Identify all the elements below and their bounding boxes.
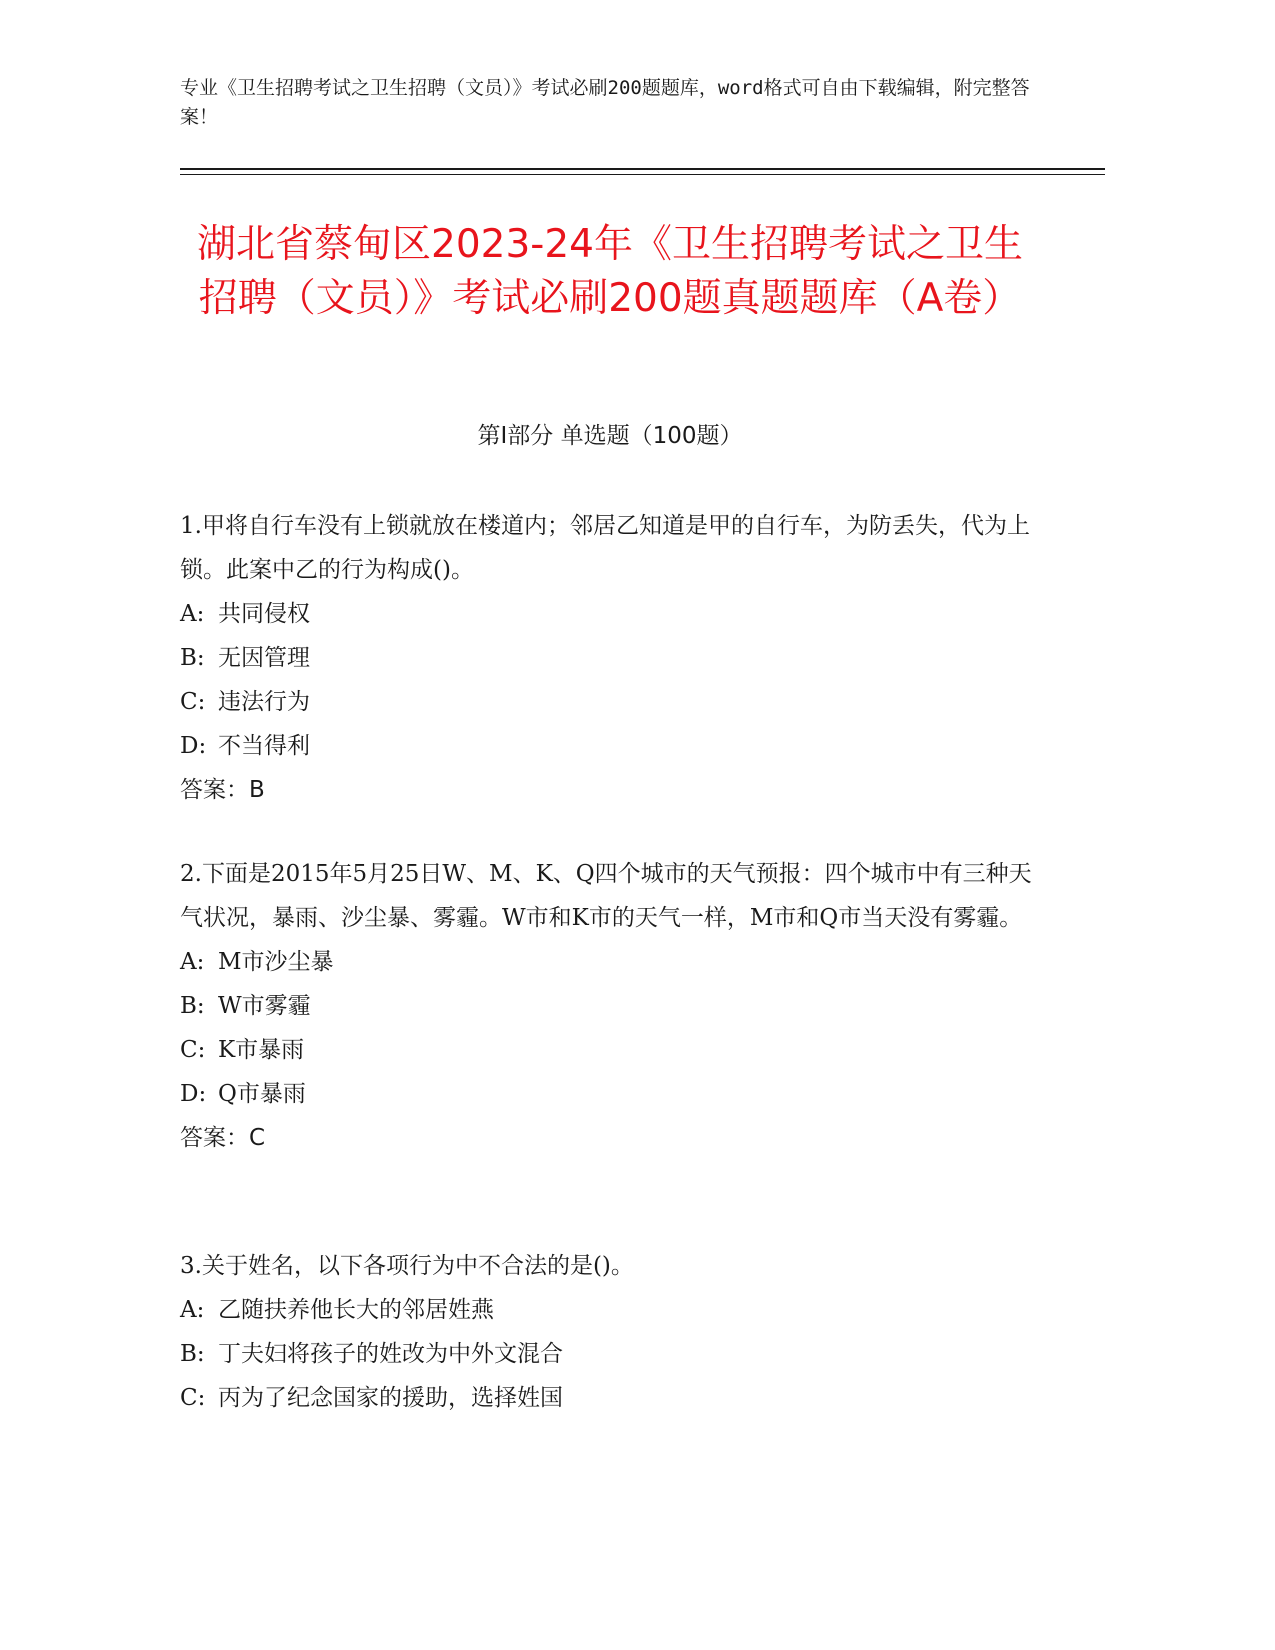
answer-line: 答案：C: [180, 1125, 266, 1151]
option-key: C:: [180, 689, 206, 715]
option-a: [180, 940, 1040, 984]
option-key: C:: [180, 1385, 206, 1411]
question-stem: 1.甲将自行车没有上锁就放在楼道内；邻居乙知道是甲的自行车，为防丢失，代为上锁。此案中乙的行为构成()。: [180, 513, 1030, 583]
option-text: 乙随扶养他长大的邻居姓燕: [218, 1297, 494, 1323]
option-key: B:: [180, 993, 205, 1019]
option-key: A:: [180, 1297, 205, 1323]
option-a: [180, 1288, 1040, 1332]
header-note: 专业《卫生招聘考试之卫生招聘（文员）》考试必刷200题题库，word格式可自由下载编辑，附完整答案！: [180, 77, 1030, 128]
question-stem: 2.下面是2015年5月25日W、M、K、Q四个城市的天气预报：四个城市中有三种天气状况，暴雨、沙尘暴、雾霾。W市和K市的天气一样，M市和Q市当天没有雾霾。: [180, 861, 1032, 931]
option-key: D:: [180, 733, 207, 759]
option-text: W市雾霾: [218, 993, 311, 1019]
option-key: A:: [180, 949, 205, 975]
document-title: 湖北省蔡甸区2023-24年《卫生招聘考试之卫生招聘（文员）》考试必刷200题真题题库（A卷）: [197, 222, 1023, 321]
option-text: K市暴雨: [218, 1037, 305, 1063]
option-text: Q市暴雨: [218, 1081, 306, 1107]
question-1: [180, 504, 1040, 812]
option-c: [180, 1376, 1040, 1420]
section-title: 第Ⅰ部分 单选题（100题）: [477, 423, 743, 449]
option-text: 丙为了纪念国家的援助，选择姓国: [218, 1385, 563, 1411]
option-key: C:: [180, 1037, 206, 1063]
option-b: [180, 984, 1040, 1028]
option-key: A:: [180, 601, 205, 627]
question-2: [180, 852, 1040, 1160]
option-c: [180, 1028, 1040, 1072]
option-b: [180, 636, 1040, 680]
option-text: 违法行为: [218, 689, 310, 715]
header-divider-thick: [180, 168, 1105, 170]
option-text: M市沙尘暴: [218, 949, 334, 975]
option-text: 丁夫妇将孩子的姓改为中外文混合: [218, 1341, 563, 1367]
answer-line: 答案：B: [180, 777, 265, 803]
option-key: B:: [180, 645, 205, 671]
header-divider-thin: [180, 174, 1105, 175]
option-key: D:: [180, 1081, 207, 1107]
option-key: B:: [180, 1341, 205, 1367]
option-a: [180, 592, 1040, 636]
option-d: [180, 1072, 1040, 1116]
question-3: [180, 1244, 1040, 1420]
option-text: 共同侵权: [218, 601, 310, 627]
option-c: [180, 680, 1040, 724]
option-text: 无因管理: [218, 645, 310, 671]
question-stem: 3.关于姓名，以下各项行为中不合法的是()。: [180, 1253, 634, 1279]
option-b: [180, 1332, 1040, 1376]
option-text: 不当得利: [218, 733, 310, 759]
option-d: [180, 724, 1040, 768]
